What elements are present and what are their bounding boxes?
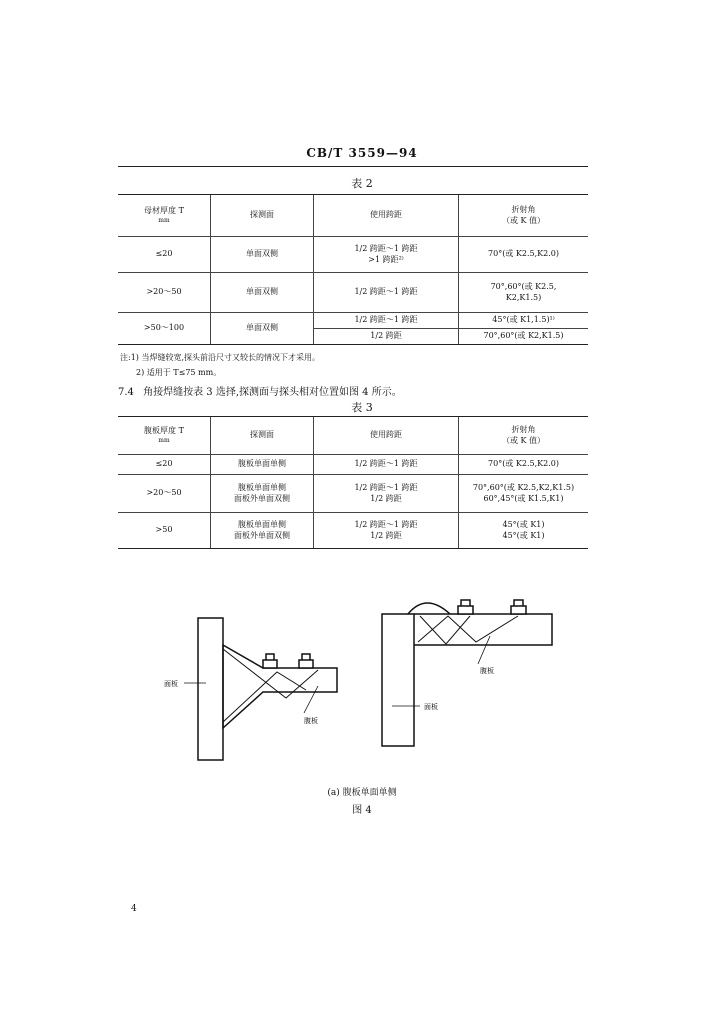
right-beam-path-2	[418, 616, 518, 642]
table3-header-span: 使用跨距	[314, 417, 459, 455]
left-panel-label: 面板	[164, 680, 178, 688]
table3	[118, 416, 588, 549]
probe-icon	[263, 654, 277, 668]
table2-header-angle: 折射角 （或 K 值）	[459, 195, 589, 237]
table3-header-row	[118, 417, 588, 455]
table3-header-angle: 折射角 （或 K 值）	[459, 417, 589, 455]
page-number: 4	[131, 904, 137, 914]
section-number: 7.4	[118, 387, 134, 398]
table2-header-thickness: 母材厚度 T mm	[118, 195, 211, 237]
table-row: >50～100 单面双侧 1/2 跨距～1 跨距 45°(或 K1,1.5)¹⁾	[118, 313, 588, 329]
right-web-plate	[414, 614, 552, 645]
left-beam-path-1	[223, 649, 318, 698]
probe-icon	[299, 654, 313, 668]
table-row: ≤20 单面双侧 1/2 跨距～1 跨距 >1 跨距²⁾ 70°(或 K2.5,K2.0)	[118, 237, 588, 273]
table-row: >50 腹板单面单侧 面板外单面双侧 1/2 跨距～1 跨距 1/2 跨距 45°(或 K1) 45°(或 K1)	[118, 513, 588, 549]
right-panel-label: 面板	[424, 703, 438, 711]
table2-note-1: 注:1) 当焊缝较宽,探头前沿尺寸又较长的情况下才采用。	[120, 353, 320, 362]
leader-line	[304, 686, 318, 713]
right-panel-plate	[382, 614, 414, 746]
left-t-joint-diagram	[184, 618, 337, 760]
left-panel-plate	[198, 618, 223, 760]
table3-header-thickness: 腹板厚度 T mm	[118, 417, 211, 455]
right-web-label: 腹板	[480, 667, 494, 675]
table2-caption: 表 2	[351, 177, 373, 190]
figure-subcaption: (a) 腹板单面单侧	[327, 788, 397, 798]
section-text: 角接焊缝按表 3 选择,探测面与探头相对位置如图 4 所示。	[143, 387, 402, 398]
table2-header-row	[118, 195, 588, 237]
left-web-plate	[223, 645, 337, 728]
table3-header-surface: 探测面	[211, 417, 314, 455]
table2-header-span: 使用跨距	[314, 195, 459, 237]
table-row: >20～50 单面双侧 1/2 跨距～1 跨距 70°,60°(或 K2.5, K2,K1.5)	[118, 273, 588, 313]
left-beam-path-2	[223, 672, 306, 722]
figure-caption: 图 4	[352, 805, 372, 816]
probe-icon	[511, 600, 526, 614]
table-row: >20～50 腹板单面单侧 面板外单面双侧 1/2 跨距～1 跨距 1/2 跨距 70°,60°(或 K2.5,K2,K1.5) 60°,45°(或 K1.5,K1)	[118, 475, 588, 513]
table3-caption: 表 3	[351, 401, 373, 414]
table-row: 1/2 跨距 70°,60°(或 K2,K1.5)	[118, 329, 588, 345]
weld-bead-icon	[408, 603, 450, 614]
table2-header-surface: 探测面	[211, 195, 314, 237]
figure-4-drawing	[0, 580, 724, 780]
table2-note-2: 2) 适用于 T≤75 mm。	[136, 368, 222, 377]
section-7-4	[118, 383, 402, 398]
document-header: CB/T 3559—94	[306, 146, 418, 160]
right-corner-joint-diagram	[382, 600, 552, 746]
probe-icon	[458, 600, 473, 614]
header-rule	[118, 166, 588, 167]
left-web-label: 腹板	[304, 717, 318, 725]
table2	[118, 194, 588, 345]
table-row: ≤20 腹板单面单侧 1/2 跨距～1 跨距 70°(或 K2.5,K2.0)	[118, 455, 588, 475]
